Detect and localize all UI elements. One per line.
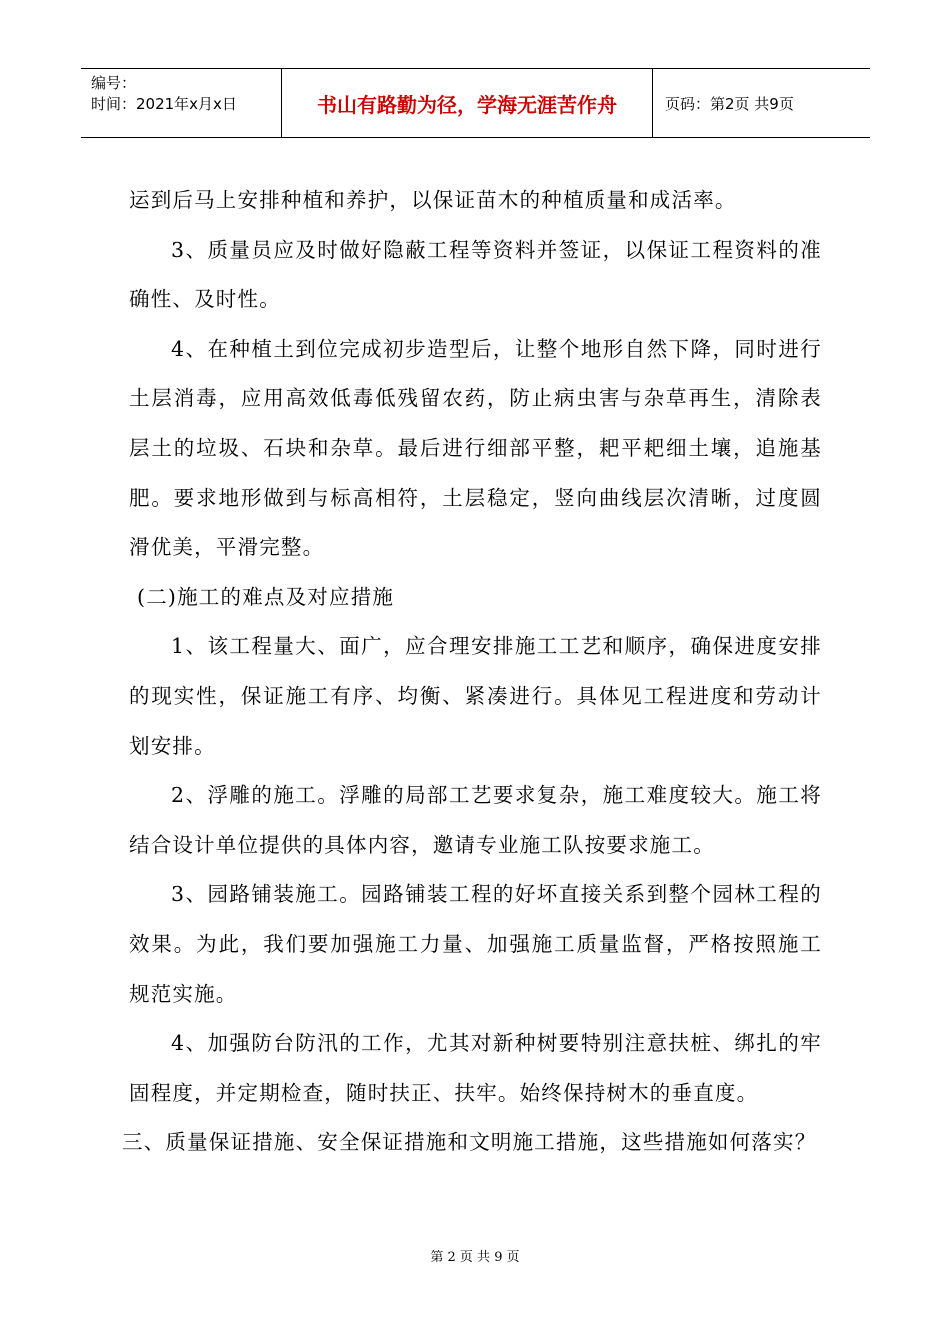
paragraph: 1、该工程量大、面广，应合理安排施工工艺和顺序，确保进度安排的现实性，保证施工有序、均衡、紧凑进行。具体见工程进度和劳动计划安排。 [129,634,822,758]
document-body [122,176,822,1168]
document-date: 时间：2021年x月x日 [91,95,237,113]
page-header [81,68,870,138]
paragraph: 3、质量员应及时做好隐蔽工程等资料并签证，以保证工程资料的准确性、及时性。 [129,237,822,312]
section-heading: (二)施工的难点及对应措施 [137,584,395,609]
header-page-info: 页码：第2页 共9页 [665,94,794,113]
paragraph: 运到后马上安排种植和养护，以保证苗木的种植质量和成活率。 [129,188,737,212]
section-heading: 三、质量保证措施、安全保证措施和文明施工措施，这些措施如何落实？ [122,1130,817,1155]
paragraph: 3、园路铺装施工。园路铺装工程的好坏直接关系到整个园林工程的效果。为此，我们要加强施工力量、加强施工质量监督，严格按照施工规范实施。 [129,882,822,1006]
paragraph: 2、浮雕的施工。浮雕的局部工艺要求复杂，施工难度较大。施工将结合设计单位提供的具体内容，邀请专业施工队按要求施工。 [129,783,822,857]
page-footer: 第 2 页 共 9 页 [430,1250,520,1265]
paragraph: 4、在种植土到位完成初步造型后，让整个地形自然下降，同时进行土层消毒，应用高效低毒低残留农药，防止病虫害与杂草再生，清除表层土的垃圾、石块和杂草。最后进行细部平整，耙平耙细土壤，追施基肥。要求地形做到与标高相符，土层稳定，竖向曲线层次清晰，过度圆滑优美，平滑完整。 [129,336,822,560]
header-motto: 书山有路勤为径，学海无涯苦作舟 [282,69,653,137]
document-number-label: 编号： [91,74,137,92]
header-meta [81,69,282,137]
paragraph: 4、加强防台防汛的工作，尤其对新种树要特别注意扶桩、绑扎的牢固程度，并定期检查，随时扶正、扶牢。始终保持树木的垂直度。 [129,1031,822,1105]
